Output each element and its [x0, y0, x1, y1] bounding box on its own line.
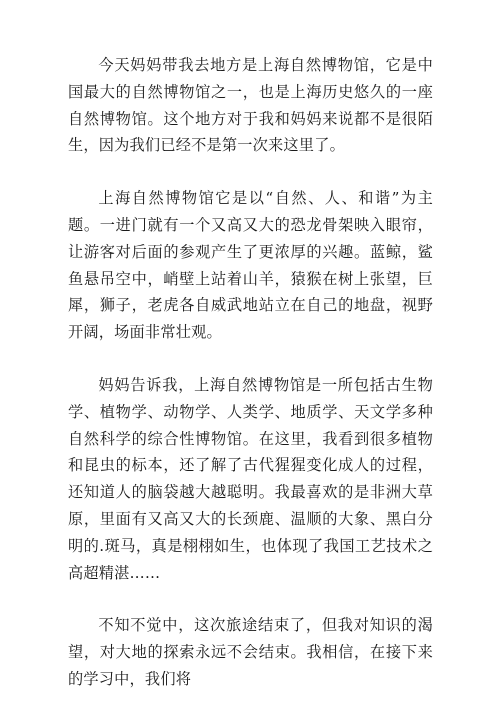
- paragraph-3: 妈妈告诉我，上海自然博物馆是一所包括古生物学、植物学、动物学、人类学、地质学、天文学多种自然科学的综合性博物馆。在这里，我看到很多植物和昆虫的标本，还了解了古代猩猩变化成人的过程，还知道人的脑袋越大越聪明。我最喜欢的是非洲大草原，里面有又高又大的长颈鹿、温顺的大象、黑白分明的.斑马，真是栩栩如生，也体现了我国工艺技术之高超精湛……: [68, 375, 433, 582]
- paragraph-4: 不知不觉中，这次旅途结束了，但我对知识的渴望，对大地的探索永远不会结束。我相信，在接下来的学习中，我们将: [68, 616, 433, 688]
- paragraph-2: 上海自然博物馆它是以“自然、人、和谐”为主题。一进门就有一个又高又大的恐龙骨架映入眼帘，让游客对后面的参观产生了更浓厚的兴趣。蓝鲸，鲨鱼悬吊空中，峭壁上站着山羊，猿猴在树上张望，巨犀，狮子，老虎各自威武地站立在自己的地盘，视野开阔，场面非常壮观。: [68, 189, 433, 342]
- essay-body: [68, 52, 433, 719]
- paragraph-1: 今天妈妈带我去地方是上海自然博物馆，它是中国最大的自然博物馆之一，也是上海历史悠久的一座自然博物馆。这个地方对于我和妈妈来说都不是很陌生，因为我们已经不是第一次来这里了。: [68, 56, 433, 155]
